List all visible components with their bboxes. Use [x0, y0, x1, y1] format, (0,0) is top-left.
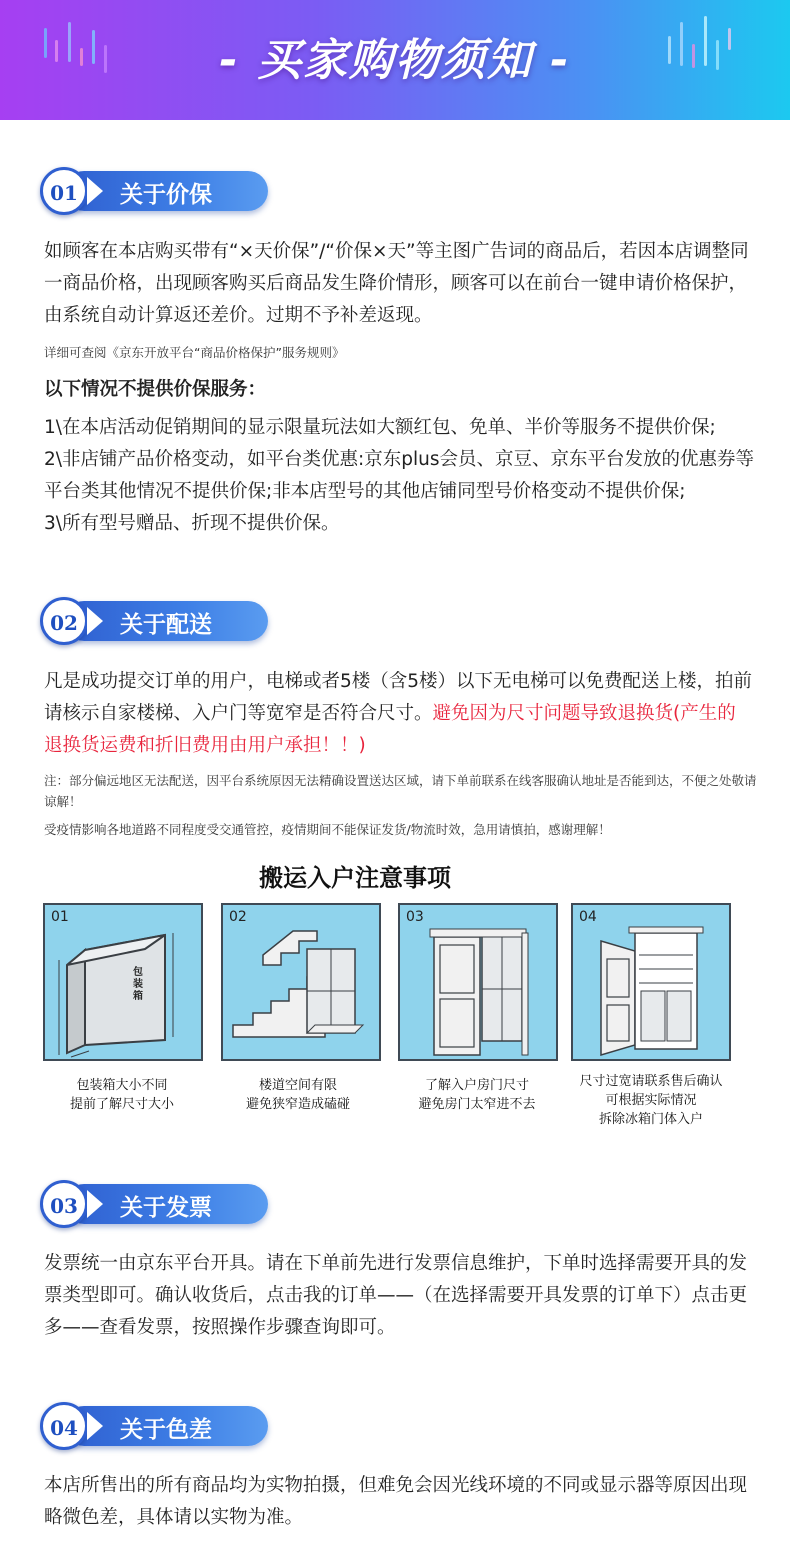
caption-line: 了解入户房门尺寸	[424, 1078, 529, 1093]
card-number: 03	[406, 909, 424, 925]
delivery-warning: 避免因为尺寸问题导致退换货(产生的退换货运费和折旧费用由用户承担！！)	[44, 703, 736, 756]
caption-line: 拆除冰箱门体入户	[598, 1112, 703, 1127]
open-door-fridge-icon	[573, 905, 729, 1059]
card-caption	[203, 1076, 393, 1114]
card-caption	[382, 1076, 572, 1114]
section-title: 关于配送	[120, 612, 212, 638]
caption-line: 包装箱大小不同	[76, 1078, 168, 1093]
arrow-icon	[87, 177, 103, 205]
arrow-icon	[87, 1190, 103, 1218]
list-item: 2\非店铺产品价格变动，如平台类优惠:京东plus会员、京豆、京东平台发放的优惠券等平台类其他情况不提供价保;非本店型号的其他店铺同型号价格变动不提供价保;	[44, 449, 754, 502]
card-number: 02	[229, 909, 247, 925]
header-banner	[0, 0, 790, 120]
section-paragraph	[44, 666, 754, 762]
section-paragraph: 发票统一由京东平台开具。请在下单前先进行发票信息维护，下单时选择需要开具的发票类型即可。确认收货后，点击我的订单——（在选择需要开具发票的订单下）点击更多——查看发票，按照操作步骤查询即可。	[44, 1253, 748, 1338]
card-number: 01	[51, 909, 69, 925]
section-title: 关于价保	[120, 182, 212, 208]
section-title: 关于色差	[120, 1417, 212, 1443]
section-title: 关于发票	[120, 1195, 212, 1221]
rules-note: 详细可查阅《京东开放平台“商品价格保护”服务规则》	[44, 345, 345, 360]
moving-title: 搬运入户注意事项	[259, 864, 451, 892]
section-number: 04	[50, 1416, 78, 1440]
card-caption	[27, 1076, 217, 1114]
number-badge	[40, 1402, 88, 1450]
delivery-text: 凡是成功提交订单的用户，电梯或者5楼（含5楼）以下无电梯可以免费配送上楼，拍前请核示自家楼梯、入户门等宽窄是否符合尺寸。	[44, 671, 753, 724]
card-caption	[556, 1072, 746, 1129]
number-badge	[40, 1180, 88, 1228]
arrow-icon	[87, 1412, 103, 1440]
illustration-card	[571, 903, 731, 1061]
section-header-delivery	[40, 597, 270, 645]
list-item: 1\在本店活动促销期间的显示限量玩法如大额红包、免单、半价等服务不提供价保;	[44, 417, 716, 438]
caption-line: 尺寸过宽请联系售后确认	[579, 1074, 723, 1089]
caption-line: 避免房门太窄进不去	[418, 1097, 536, 1112]
section-number: 02	[50, 611, 78, 635]
illustration-card	[221, 903, 381, 1061]
list-item: 3\所有型号赠品、折现不提供价保。	[44, 513, 340, 534]
number-badge	[40, 167, 88, 215]
illustration-card	[43, 903, 203, 1061]
caption-line: 避免狭窄造成磕碰	[245, 1097, 350, 1112]
stairs-fridge-icon	[223, 905, 379, 1059]
section-header-invoice	[40, 1180, 270, 1228]
section-number: 01	[50, 181, 78, 205]
section-header-price-protection	[40, 167, 270, 215]
box-icon	[45, 905, 201, 1059]
epidemic-note: 受疫情影响各地道路不同程度受交通管控，疫情期间不能保证发货/物流时效，急用请慎拍，感谢理解！	[44, 822, 611, 837]
illustration-card	[398, 903, 558, 1061]
caption-line: 可根据实际情况	[605, 1093, 697, 1108]
section-number: 03	[50, 1194, 78, 1218]
door-fridge-icon	[400, 905, 556, 1059]
section-paragraph: 本店所售出的所有商品均为实物拍摄，但难免会因光线环境的不同或显示器等原因出现略微色差，具体请以实物为准。	[44, 1475, 748, 1528]
arrow-icon	[87, 607, 103, 635]
number-badge	[40, 597, 88, 645]
caption-line: 提前了解尺寸大小	[69, 1097, 174, 1112]
section-header-color-difference	[40, 1402, 270, 1450]
page-title: - 买家购物须知 -	[219, 35, 571, 86]
box-label: 包装箱	[133, 967, 143, 1002]
delivery-note: 注：部分偏远地区无法配送，因平台系统原因无法精确设置送达区域，请下单前联系在线客服确认地址是否能到达，不便之处敬请谅解！	[44, 773, 757, 809]
section-paragraph: 如顾客在本店购买带有“×天价保”/“价保×天”等主图广告词的商品后，若因本店调整同一商品价格，出现顾客购买后商品发生降价情形，顾客可以在前台一键申请价格保护，由系统自动计算返还差价。过期不予补差返现。	[44, 241, 749, 326]
caption-line: 楼道空间有限	[258, 1078, 337, 1093]
card-number: 04	[579, 909, 597, 925]
section-subheading: 以下情况不提供价保服务：	[44, 379, 267, 400]
